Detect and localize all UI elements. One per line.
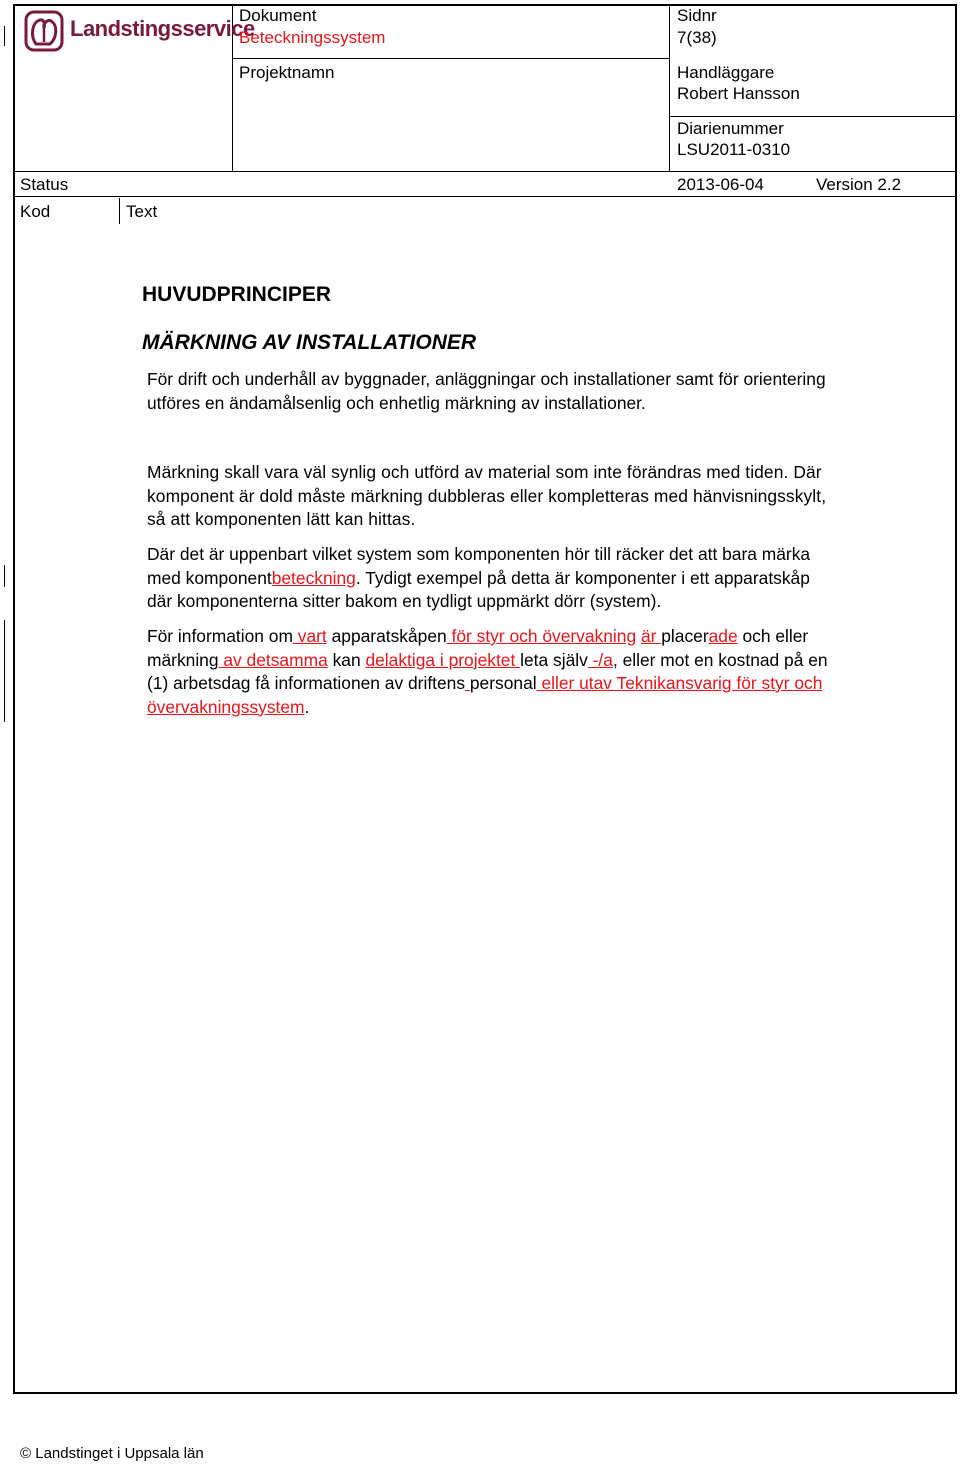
- paragraph-line: [147, 625, 952, 649]
- header-divider: [232, 58, 669, 59]
- company-logo: [24, 10, 255, 52]
- text-run: (1) arbetsdag få informationen av driftens: [147, 673, 466, 693]
- header-divider: [669, 4, 670, 172]
- diarienummer-label: Diarienummer: [677, 119, 784, 138]
- section-title: MÄRKNING AV INSTALLATIONER: [142, 331, 477, 354]
- paragraph-system: [147, 543, 952, 614]
- paragraph-line: För drift och underhåll av byggnader, anläggningar och installationer samt för orientering: [147, 369, 826, 389]
- paragraph-information: [147, 625, 952, 719]
- revision-insert: vart: [292, 626, 327, 646]
- text-run: personal: [469, 673, 537, 693]
- text-label: Text: [126, 202, 158, 221]
- header-divider: [119, 198, 120, 224]
- status-label: Status: [20, 175, 69, 194]
- text-run: kan: [327, 649, 366, 670]
- text-run: För information om: [147, 626, 293, 646]
- text-run: , eller mot en kostnad på en: [612, 649, 828, 670]
- text-run: apparatskåpen: [326, 626, 447, 646]
- paragraph-line: Märkning skall vara väl synlig och utförd av material som inte förändras med tiden. Där: [147, 462, 822, 482]
- header-divider: [15, 196, 955, 197]
- page-footer: [20, 1445, 204, 1462]
- text-run: placer: [661, 626, 709, 646]
- change-bar: [4, 620, 5, 722]
- text-run: och eller: [737, 626, 809, 646]
- version-value: Version 2.2: [816, 175, 902, 194]
- text-run: märkning: [147, 649, 219, 670]
- paragraph-line: så att komponenten lätt kan hittas.: [147, 509, 416, 529]
- revision-insert: delaktiga i projektet: [365, 649, 521, 670]
- paragraph-line: [147, 649, 952, 673]
- text-run: leta själv: [520, 649, 588, 670]
- paragraph-line: [147, 696, 952, 720]
- text-run: .: [304, 696, 310, 717]
- logo-mark-icon: [24, 10, 64, 52]
- revision-insert: övervakningssystem: [147, 696, 305, 717]
- page-title: HUVUDPRINCIPER: [142, 283, 332, 306]
- handlaggare-label: Handläggare: [677, 63, 775, 82]
- kod-label: Kod: [20, 202, 51, 221]
- diarienummer-value: LSU2011-0310: [677, 140, 791, 159]
- revision-insert: av detsamma: [218, 649, 328, 670]
- change-bar: [4, 565, 5, 587]
- paragraph-line: [147, 567, 952, 591]
- paragraph-line: där komponenterna sitter bakom en tydligt uppmärkt dörr (system).: [147, 591, 662, 611]
- revision-insert: för styr och övervakning: [446, 626, 637, 646]
- dokument-value: Beteckningssystem: [239, 28, 386, 47]
- revision-insert: eller utav Teknikansvarig för styr och: [536, 673, 823, 693]
- dokument-label: Dokument: [239, 6, 317, 25]
- header-divider: [669, 116, 957, 117]
- sidnr-label: Sidnr: [677, 6, 717, 25]
- text-run: med komponent: [147, 567, 272, 588]
- paragraph-line: [147, 672, 952, 696]
- paragraph-line: komponent är dold måste märkning dubbleras eller kompletteras med hänvisningsskylt,: [147, 485, 827, 506]
- header-divider: [15, 171, 955, 172]
- change-bar: [4, 26, 5, 46]
- revision-insert: beteckning: [271, 567, 356, 588]
- revision-insert: -/a: [587, 649, 613, 670]
- handlaggare-value: Robert Hansson: [677, 84, 800, 103]
- footer-text: Landstinget i Uppsala län: [35, 1445, 204, 1462]
- logo-text: Landstingsservice: [70, 16, 255, 41]
- paragraph-intro: [147, 368, 952, 415]
- date-value: 2013-06-04: [677, 175, 764, 194]
- copyright-icon: ©: [20, 1445, 32, 1462]
- sidnr-value: 7(38): [677, 28, 717, 47]
- paragraph-line: utföres en ändamålsenlig och enhetlig märkning av installationer.: [147, 392, 646, 413]
- text-run: . Tydigt exempel på detta är komponenter i ett apparatskåp: [355, 567, 810, 588]
- revision-insert: är: [640, 626, 662, 646]
- projektnamn-label: Projektnamn: [239, 63, 335, 82]
- paragraph-visibility: [147, 461, 952, 532]
- revision-insert: ade: [708, 626, 738, 646]
- paragraph-line: Där det är uppenbart vilket system som komponenten hör till räcker det att bara märka: [147, 544, 811, 564]
